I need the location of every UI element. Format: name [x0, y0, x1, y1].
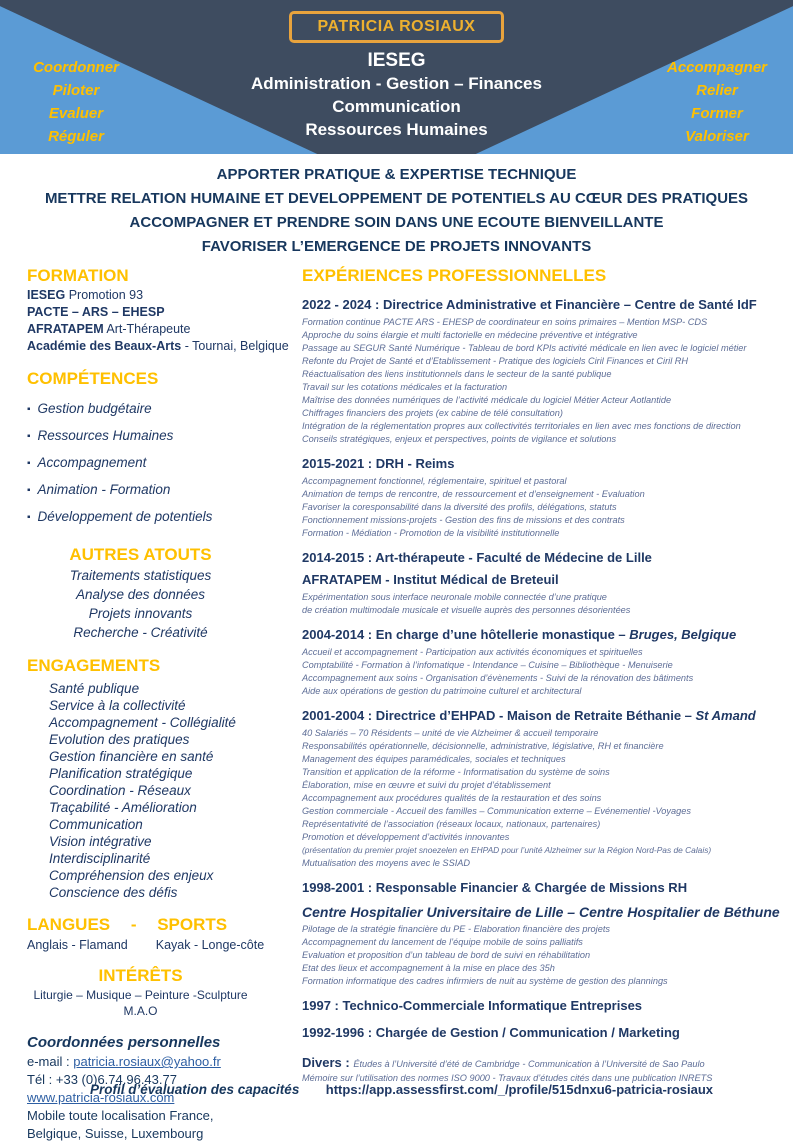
school-name: IESEG: [367, 50, 426, 71]
formation-title: FORMATION: [27, 266, 129, 285]
job-details: [302, 727, 789, 870]
formation-rest: Art-Thérapeute: [103, 322, 191, 336]
formation-line: [27, 287, 294, 304]
phone-line: Tél : +33 (0)6.74.96.43.77: [27, 1072, 177, 1087]
job-detail-line: Management des équipes paramédicales, sociales et techniques: [302, 754, 566, 764]
engagement-item: Communication: [49, 817, 143, 832]
mission-line: METTRE RELATION HUMAINE ET DEVELOPPEMENT DE POTENTIELS AU CŒUR DES PRATIQUES: [44, 190, 749, 207]
mission-line: APPORTER PRATIQUE & EXPERTISE TECHNIQUE: [216, 166, 577, 183]
interets-line: Liturgie – Musique – Peinture -Sculpture: [33, 988, 248, 1002]
interets-title: INTÉRÊTS: [98, 966, 183, 985]
job-detail-line: Animation de temps de rencontre, de ressourcement et d’enseignement - Evaluation: [302, 489, 645, 499]
engagement-item: Compréhension des enjeux: [49, 868, 214, 883]
atout-item: Recherche - Créativité: [73, 625, 208, 640]
engagement-item: Traçabilité - Amélioration: [49, 800, 197, 815]
atout-item: Projets innovants: [88, 606, 193, 621]
job-details: [302, 923, 789, 988]
job-detail-line: Passage au SEGUR Santé Numérique - Tableau de bord KPIs activité médicale en lien avec le logiciel métier: [302, 343, 747, 353]
engagement-item: Service à la collectivité: [49, 698, 186, 713]
divers-line: [302, 1054, 789, 1072]
formation-bold: IESEG: [27, 288, 66, 302]
engagement-item: Evolution des pratiques: [49, 732, 190, 747]
langues-value: Anglais - Flamand: [27, 938, 128, 952]
main-columns: [0, 265, 793, 1143]
name-box: [289, 11, 505, 43]
header-center: [0, 0, 793, 141]
job-title-text: 2014-2015 : Art-thérapeute - Faculté de Médecine de Lille: [302, 550, 652, 565]
engagement-item: Interdisciplinarité: [49, 851, 151, 866]
autres-atouts-list: [27, 566, 254, 642]
job-title-text: 1998-2001 : Responsable Financier & Chargée de Missions RH: [302, 880, 688, 895]
job-detail-line: Réactualisation des liens institutionnels dans le secteur de la santé publique: [302, 369, 612, 379]
mission-statement: [0, 154, 793, 259]
competences-list: [27, 396, 294, 531]
job-detail-line: Formation continue PACTE ARS - EHESP de coordinateur en soins primaires – Mention MSP- CDS: [302, 317, 708, 327]
mobility-line: Mobile toute localisation France,: [27, 1108, 214, 1123]
sports-value: Kayak - Longe-côte: [155, 938, 265, 952]
job-detail-line: Maîtrise des données numériques de l’activité médicale du logiciel Métier Acteur Aotlantide: [302, 395, 672, 405]
formation-lines: [27, 287, 294, 355]
job-detail-line: Expérimentation sous interface neuronale mobile connectée d’une pratique: [302, 592, 607, 602]
job-detail-line: Fonctionnement missions-projets - Gestion des fins de missions et des contrats: [302, 515, 625, 525]
value-word: Piloter: [52, 82, 100, 99]
footer: [0, 1081, 793, 1099]
formation-line: [27, 321, 294, 338]
email-line: [27, 1053, 294, 1071]
email-label: e-mail :: [27, 1054, 74, 1069]
job-detail-line: de création multimodale musicale et visuelle auprès des personnes désorientées: [302, 605, 631, 615]
engagement-item: Vision intégrative: [49, 834, 152, 849]
formation-bold: PACTE – ARS – EHESP: [27, 305, 165, 319]
competence-label: Animation - Formation: [37, 482, 171, 497]
langues-sports-title: LANGUES - SPORTS: [27, 915, 228, 934]
job-title-text: 2001-2004 : Directrice d’EHPAD - Maison de Retraite Béthanie –: [302, 708, 696, 723]
job-details: [302, 591, 789, 617]
job-detail-line: Promotion et développement d’activités innovantes: [302, 832, 510, 842]
autres-atouts-title: AUTRES ATOUTS: [69, 545, 212, 564]
section-engagements: [27, 655, 294, 901]
job-detail-line: Pilotage de la stratégie financière du PE - Elaboration financière des projets: [302, 924, 610, 934]
job-details: [302, 316, 789, 446]
job-entry: [302, 296, 789, 446]
job-entry: [302, 879, 789, 988]
formation-line: [27, 338, 294, 355]
atout-item: Analyse des données: [75, 587, 206, 602]
job-title: [302, 455, 789, 473]
job-title: [302, 879, 789, 897]
job-title-text: 1992-1996 : Chargée de Gestion / Communication / Marketing: [302, 1025, 680, 1040]
job-title: [302, 626, 789, 644]
job-subtitle: Centre Hospitalier Universitaire de Lille – Centre Hospitalier de Béthune: [302, 904, 780, 920]
interets-lines: [27, 987, 254, 1019]
left-column: [0, 265, 302, 1143]
competences-title: COMPÉTENCES: [27, 369, 159, 388]
job-title: [302, 1024, 789, 1042]
job-detail-line: Travail sur les cotations médicales et la facturation: [302, 382, 508, 392]
job-detail-line: Élaboration, mise en œuvre et suivi du projet d’établissement: [302, 780, 551, 790]
job-detail-line: Chiffrages financiers des projets (ex cabine de télé consultation): [302, 408, 563, 418]
competence-item: [27, 477, 294, 504]
job-details: [302, 646, 789, 698]
divers-text: Études à l’Université d’été de Cambridge - Communication à l’Université de Sao Paulo: [353, 1059, 705, 1069]
value-word: Evaluer: [48, 105, 104, 122]
job-title-text: 2022 - 2024 : Directrice Administrative et Financière – Centre de Santé IdF: [302, 297, 757, 312]
job-title: [302, 997, 789, 1015]
langues-sports-row: [27, 938, 294, 952]
job-detail-line: Accompagnement aux procédures qualités de la restauration et des soins: [302, 793, 602, 803]
website-link[interactable]: www.patricia-rosiaux.com: [27, 1090, 175, 1105]
bullet-icon: ▪: [27, 431, 31, 442]
job-detail-line: 40 Salariés – 70 Résidents – unité de vie Alzheimer & accueil temporaire: [302, 728, 599, 738]
job-detail-line: Conseils stratégiques, enjeux et perspectives, points de vigilance et solutions: [302, 434, 617, 444]
formation-line: [27, 304, 294, 321]
job-entry: [302, 549, 789, 617]
experience-column: [302, 265, 793, 1085]
header-domains: [0, 72, 793, 141]
profile-eval-label: Profil d’évaluation des capacités: [90, 1082, 300, 1097]
engagement-item: Santé publique: [49, 681, 140, 696]
job-detail-line: Formation - Médiation - Promotion de la visibilité institutionnelle: [302, 528, 560, 538]
job-detail-line: Responsabilités opérationnelle, décisionnelle, administrative, législative, RH et financière: [302, 741, 664, 751]
section-langues-sports: [27, 914, 294, 952]
job-entry: [302, 1024, 789, 1042]
competence-item: [27, 423, 294, 450]
job-title: [302, 549, 789, 567]
job-detail-line: Accompagnement du lancement de l’équipe mobile de soins palliatifs: [302, 937, 583, 947]
competence-label: Gestion budgétaire: [37, 401, 152, 416]
job-title: [302, 707, 789, 725]
assessfirst-url: https://app.assessfirst.com/_/profile/515dnxu6-patricia-rosiaux: [325, 1082, 714, 1097]
mobility-line: Belgique, Suisse, Luxembourg: [27, 1126, 204, 1141]
competence-item: [27, 450, 294, 477]
job-title-location: St Amand: [695, 708, 756, 723]
job-detail-line: Accompagnement fonctionnel, réglementaire, spirituel et pastoral: [302, 476, 567, 486]
job-detail-line: Favoriser la coresponsabilité dans la diversité des profils, délégations, statuts: [302, 502, 617, 512]
competence-item: [27, 396, 294, 423]
engagement-item: Gestion financière en santé: [49, 749, 214, 764]
value-word: Relier: [696, 82, 738, 99]
bullet-icon: ▪: [27, 458, 31, 469]
mission-line: FAVORISER L’EMERGENCE DE PROJETS INNOVANTS: [201, 238, 592, 255]
coordonnees-title: Coordonnées personnelles: [27, 1034, 221, 1051]
competence-label: Ressources Humaines: [37, 428, 174, 443]
job-entry: [302, 626, 789, 698]
engagement-item: Coordination - Réseaux: [49, 783, 191, 798]
value-word: Coordonner: [33, 59, 119, 76]
job-detail-line: Accueil et accompagnement - Participation aux activités économiques et spirituelles: [302, 647, 643, 657]
job-subtitle: AFRATAPEM - Institut Médical de Breteuil: [302, 572, 559, 587]
job-title-text: 2015-2021 : DRH - Reims: [302, 456, 455, 471]
job-detail-line: Gestion commerciale - Accueil des familles – Communication externe – Evénementiel -Voyages: [302, 806, 691, 816]
divers-label: Divers :: [302, 1055, 354, 1070]
job-entry: [302, 997, 789, 1015]
section-competences: [27, 368, 294, 531]
job-title-text: 1997 : Technico-Commerciale Informatique Entreprises: [302, 998, 643, 1013]
section-formation: [27, 265, 294, 355]
job-detail-line: Formation informatique des cadres infirmiers de nuit au système de gestion des plannings: [302, 976, 668, 986]
engagement-item: Accompagnement - Collégialité: [49, 715, 236, 730]
job-detail-line: Représentativité de l’association (réseaux locaux, nationaux, partenaires): [302, 819, 601, 829]
header-domain-line: Administration - Gestion – Finances: [251, 74, 542, 93]
job-detail-line: Mutualisation des moyens avec le SSIAD: [302, 858, 471, 868]
section-autres-atouts: [27, 544, 294, 642]
bullet-icon: ▪: [27, 485, 31, 496]
engagements-list: [27, 680, 294, 901]
job-detail-line: Aide aux opérations de gestion du patrimoine culturel et architectural: [302, 686, 582, 696]
job-detail-line: (présentation du premier projet snoezelen en EHPAD pour l’unité Alzheimer sur la Région Nord-Pas de Calais): [302, 845, 712, 855]
job-title: [302, 296, 789, 314]
formation-rest: - Tournai, Belgique: [181, 339, 289, 353]
atout-item: Traitements statistiques: [69, 568, 212, 583]
header: [0, 0, 793, 154]
value-word: Valoriser: [685, 128, 749, 145]
competence-item: [27, 504, 294, 531]
header-domain-line: Communication: [332, 97, 461, 116]
engagement-item: Planification stratégique: [49, 766, 193, 781]
job-detail-line: Etat des lieux et accompagnement à la mise en place des 35h: [302, 963, 555, 973]
email-link[interactable]: patricia.rosiaux@yahoo.fr: [73, 1054, 221, 1069]
job-detail-line: Accompagnement aux soins - Organisation d’évènements - Suivi de la rénovation des bâtiments: [302, 673, 694, 683]
job-detail-line: Comptabilité - Formation à l’infomatique - Intendance – Cuisine – Bibliothèque - Menuiserie: [302, 660, 673, 670]
job-detail-line: Intégration de la réglementation propres aux collectivités territoriales en lien avec mes fonctions de direction: [302, 421, 741, 431]
header-domain-line: Ressources Humaines: [305, 120, 488, 139]
competence-label: Accompagnement: [37, 455, 147, 470]
competence-label: Développement de potentiels: [37, 509, 213, 524]
formation-bold: Académie des Beaux-Arts: [27, 339, 182, 353]
job-entry: [302, 707, 789, 870]
job-title-text: 2004-2014 : En charge d’une hôtellerie monastique –: [302, 627, 630, 642]
job-detail-line: Approche du soins élargie et multi factorielle en médecine préventive et intégrative: [302, 330, 638, 340]
value-word: Réguler: [48, 128, 104, 145]
formation-bold: AFRATAPEM: [27, 322, 104, 336]
job-detail-line: Refonte du Projet de Santé et d’Etablissement - Pratique des logiciels Ciril Finances et Ciril RH: [302, 356, 689, 366]
job-detail-line: Evaluation et proposition d’un tableau de bord de suivi en réhabilitation: [302, 950, 591, 960]
person-name: PATRICIA ROSIAUX: [317, 18, 476, 35]
experience-title: EXPÉRIENCES PROFESSIONNELLES: [302, 266, 607, 285]
job-entry: [302, 455, 789, 540]
bullet-icon: ▪: [27, 512, 31, 523]
interets-line: M.A.O: [123, 1004, 158, 1018]
engagement-item: Conscience des défis: [49, 885, 178, 900]
value-word: Accompagner: [666, 59, 768, 76]
section-interets: [27, 965, 294, 1019]
job-detail-line: Transition et application de la réforme - Informatisation du système de soins: [302, 767, 610, 777]
job-details: [302, 475, 789, 540]
engagements-title: ENGAGEMENTS: [27, 656, 161, 675]
formation-rest: Promotion 93: [65, 288, 144, 302]
value-word: Former: [691, 105, 743, 122]
mission-line: ACCOMPAGNER ET PRENDRE SOIN DANS UNE ECOUTE BIENVEILLANTE: [129, 214, 664, 231]
bullet-icon: ▪: [27, 404, 31, 415]
divers-text: Mémoire sur l’utilisation des normes ISO 9000 - Travaux d’études cités dans une publication INRETS: [302, 1073, 713, 1083]
jobs-list: [302, 296, 789, 1042]
job-title-location: Bruges, Belgique: [629, 627, 737, 642]
